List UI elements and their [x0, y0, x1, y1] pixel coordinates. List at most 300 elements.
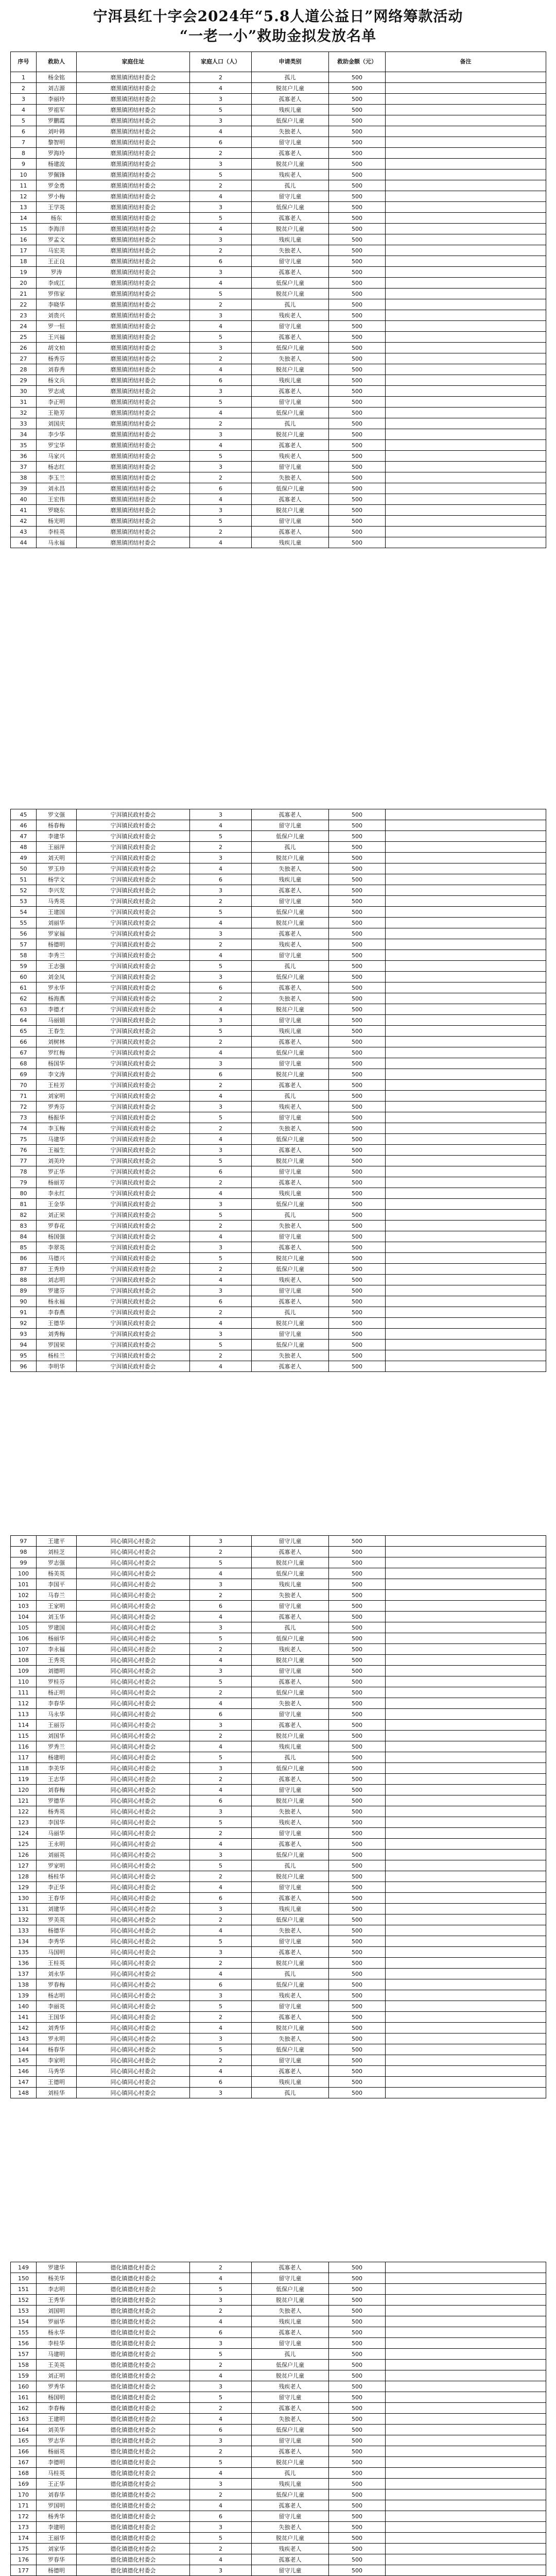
table-row: [11, 1666, 546, 1676]
serial-number: 72: [11, 1101, 37, 1112]
household-size: 4: [190, 2554, 252, 2565]
recipient-name: 王秀英: [37, 1655, 77, 1666]
home-address: 宁洱镇民政村委会: [77, 961, 190, 972]
table-row: [11, 1612, 546, 1622]
remarks: [386, 2468, 546, 2479]
table-row: [11, 1080, 546, 1091]
aid-amount: 500: [329, 1112, 386, 1123]
serial-number: 112: [11, 1698, 37, 1709]
application-category: 留守儿童: [252, 1709, 329, 1720]
aid-amount: 500: [329, 1177, 386, 1188]
aid-amount: 500: [329, 429, 386, 440]
serial-number: 172: [11, 2511, 37, 2522]
home-address: 宁洱镇民政村委会: [77, 1264, 190, 1275]
remarks: [386, 2306, 546, 2316]
home-address: 宁洱镇民政村委会: [77, 1112, 190, 1123]
application-category: 留守儿童: [252, 2055, 329, 2066]
table-row: [11, 1547, 546, 1557]
remarks: [386, 1882, 546, 1893]
recipient-name: 刘丽华: [37, 918, 77, 928]
household-size: 6: [190, 137, 252, 148]
recipient-name: 刘正荣: [37, 1210, 77, 1221]
home-address: 同心镇同心村委会: [77, 1785, 190, 1795]
application-category: 留守儿童: [252, 1936, 329, 1947]
aid-amount: 500: [329, 1037, 386, 1047]
serial-number: 75: [11, 1134, 37, 1145]
aid-amount: 500: [329, 2066, 386, 2077]
serial-number: 125: [11, 1839, 37, 1850]
aid-amount: 500: [329, 2403, 386, 2414]
remarks: [386, 256, 546, 267]
table-row: [11, 1069, 546, 1080]
aid-amount: 500: [329, 2001, 386, 2012]
serial-number: 65: [11, 1026, 37, 1037]
aid-amount: 500: [329, 1893, 386, 1904]
recipient-name: 李德明: [37, 2457, 77, 2468]
table-row: [11, 2338, 546, 2349]
aid-amount: 500: [329, 440, 386, 451]
table-row: [11, 440, 546, 451]
remarks: [386, 1166, 546, 1177]
home-address: 磨黑镇团结村委会: [77, 494, 190, 505]
aid-amount: 500: [329, 2511, 386, 2522]
table-row: [11, 1990, 546, 2001]
remarks: [386, 2479, 546, 2489]
table-row: [11, 159, 546, 170]
table-row: [11, 2284, 546, 2295]
aid-amount: 500: [329, 321, 386, 332]
household-size: 5: [190, 516, 252, 527]
table-row: [11, 2262, 546, 2273]
remarks: [386, 853, 546, 863]
household-size: 2: [190, 1828, 252, 1839]
serial-number: 135: [11, 1947, 37, 1958]
home-address: 同心镇同心村委会: [77, 1709, 190, 1720]
recipient-name: 王正华: [37, 2479, 77, 2489]
home-address: 宁洱镇民政村委会: [77, 1221, 190, 1231]
table-row: [11, 2327, 546, 2338]
aid-amount: 500: [329, 2360, 386, 2370]
application-category: 脱贫户儿童: [252, 2295, 329, 2306]
remarks: [386, 2500, 546, 2511]
aid-amount: 500: [329, 245, 386, 256]
household-size: 5: [190, 2392, 252, 2403]
home-address: 宁洱镇民政村委会: [77, 1145, 190, 1156]
household-size: 6: [190, 1601, 252, 1612]
remarks: [386, 1947, 546, 1958]
table-row: [11, 224, 546, 234]
aid-amount: 500: [329, 234, 386, 245]
serial-number: 17: [11, 245, 37, 256]
aid-amount: 500: [329, 1698, 386, 1709]
serial-number: 77: [11, 1156, 37, 1166]
aid-amount: 500: [329, 527, 386, 537]
recipient-name: 罗红梅: [37, 1047, 77, 1058]
application-category: 孤寡老人: [252, 1893, 329, 1904]
remarks: [386, 2262, 546, 2273]
aid-amount: 500: [329, 2033, 386, 2044]
aid-amount: 500: [329, 397, 386, 408]
serial-number: 13: [11, 202, 37, 213]
home-address: 宁洱镇民政村委会: [77, 1199, 190, 1210]
household-size: 3: [190, 1763, 252, 1774]
aid-amount: 500: [329, 537, 386, 548]
household-size: 5: [190, 1253, 252, 1264]
recipient-name: 马德兴: [37, 1253, 77, 1264]
table-row: [11, 1947, 546, 1958]
application-category: 留守儿童: [252, 1231, 329, 1242]
application-category: 孤儿: [252, 1622, 329, 1633]
application-category: 低保户儿童: [252, 831, 329, 842]
household-size: 4: [190, 224, 252, 234]
table-row: [11, 375, 546, 386]
table-row: [11, 1774, 546, 1785]
home-address: 磨黑镇团结村委会: [77, 256, 190, 267]
recipient-name: 王桂芳: [37, 1080, 77, 1091]
application-category: 脱贫户儿童: [252, 505, 329, 516]
recipient-name: 刘志明: [37, 1275, 77, 1285]
application-category: 低保户儿童: [252, 115, 329, 126]
application-category: 孤寡老人: [252, 2012, 329, 2023]
remarks: [386, 1080, 546, 1091]
recipient-name: 王春生: [37, 1026, 77, 1037]
home-address: 宁洱镇民政村委会: [77, 831, 190, 842]
application-category: 低保户儿童: [252, 1340, 329, 1350]
application-category: 孤儿: [252, 2088, 329, 2098]
application-category: 孤寡老人: [252, 1774, 329, 1785]
aid-amount: 500: [329, 950, 386, 961]
aid-amount: 500: [329, 1850, 386, 1860]
serial-number: 163: [11, 2414, 37, 2425]
application-category: 留守儿童: [252, 1285, 329, 1296]
remarks: [386, 1676, 546, 1687]
application-category: 残疾儿童: [252, 537, 329, 548]
home-address: 德化镇德化村委会: [77, 2533, 190, 2544]
table-row: [11, 1860, 546, 1871]
aid-amount: 500: [329, 1199, 386, 1210]
table-row: [11, 961, 546, 972]
application-category: 脱贫户儿童: [252, 1871, 329, 1882]
home-address: 磨黑镇团结村委会: [77, 537, 190, 548]
recipient-name: 刘美华: [37, 2425, 77, 2435]
home-address: 宁洱镇民政村委会: [77, 885, 190, 896]
remarks: [386, 1979, 546, 1990]
serial-number: 166: [11, 2446, 37, 2457]
household-size: 3: [190, 809, 252, 820]
home-address: 磨黑镇团结村委会: [77, 429, 190, 440]
aid-amount: 500: [329, 202, 386, 213]
serial-number: 174: [11, 2533, 37, 2544]
household-size: 6: [190, 1893, 252, 1904]
recipient-name: 马丽娟: [37, 1015, 77, 1026]
household-size: 4: [190, 1612, 252, 1622]
table-row: [11, 1850, 546, 1860]
serial-number: 157: [11, 2349, 37, 2360]
serial-number: 109: [11, 1666, 37, 1676]
household-size: 5: [190, 1112, 252, 1123]
home-address: 同心镇同心村委会: [77, 1904, 190, 1914]
application-category: 失独老人: [252, 2414, 329, 2425]
recipient-name: 刘永昌: [37, 483, 77, 494]
home-address: 宁洱镇民政村委会: [77, 1058, 190, 1069]
aid-amount: 500: [329, 2533, 386, 2544]
serial-number: 113: [11, 1709, 37, 1720]
aid-amount: 500: [329, 126, 386, 137]
aid-amount: 500: [329, 1590, 386, 1601]
serial-number: 76: [11, 1145, 37, 1156]
table-row: [11, 1882, 546, 1893]
serial-number: 46: [11, 820, 37, 831]
aid-amount: 500: [329, 1655, 386, 1666]
home-address: 同心镇同心村委会: [77, 2033, 190, 2044]
recipient-name: 王德明: [37, 2077, 77, 2088]
application-category: 脱贫户儿童: [252, 289, 329, 299]
household-size: 3: [190, 2565, 252, 2576]
table-row: [11, 1893, 546, 1904]
aid-amount: 500: [329, 1123, 386, 1134]
remarks: [386, 2349, 546, 2360]
table-row: [11, 1839, 546, 1850]
serial-number: 171: [11, 2500, 37, 2511]
home-address: 磨黑镇团结村委会: [77, 418, 190, 429]
table-row: [11, 451, 546, 462]
application-category: 残疾儿童: [252, 1188, 329, 1199]
recipient-name: 王宏伟: [37, 494, 77, 505]
remarks: [386, 1275, 546, 1285]
table-row: [11, 1123, 546, 1134]
application-category: 失独老人: [252, 2522, 329, 2533]
recipient-name: 杨桂兰: [37, 1350, 77, 1361]
table-row: [11, 1752, 546, 1763]
household-size: 3: [190, 115, 252, 126]
home-address: 宁洱镇民政村委会: [77, 918, 190, 928]
application-category: 留守儿童: [252, 1112, 329, 1123]
remarks: [386, 907, 546, 918]
aid-amount: 500: [329, 1069, 386, 1080]
column-header-household-size: 家庭人口（人）: [190, 52, 252, 72]
household-size: 5: [190, 1633, 252, 1644]
remarks: [386, 1547, 546, 1557]
aid-amount: 500: [329, 939, 386, 950]
remarks: [386, 408, 546, 418]
aid-amount: 500: [329, 516, 386, 527]
household-size: 4: [190, 1134, 252, 1145]
aid-amount: 500: [329, 72, 386, 83]
aid-amount: 500: [329, 353, 386, 364]
remarks: [386, 1134, 546, 1145]
application-category: 孤寡老人: [252, 1177, 329, 1188]
home-address: 德化镇德化村委会: [77, 2338, 190, 2349]
serial-number: 116: [11, 1741, 37, 1752]
aid-amount: 500: [329, 343, 386, 353]
aid-amount: 500: [329, 2273, 386, 2284]
aid-amount: 500: [329, 2479, 386, 2489]
remarks: [386, 1806, 546, 1817]
household-size: 6: [190, 1979, 252, 1990]
household-size: 3: [190, 2435, 252, 2446]
table-row: [11, 1015, 546, 1026]
application-category: 脱贫户儿童: [252, 2023, 329, 2033]
application-category: 孤寡老人: [252, 213, 329, 224]
aid-amount: 500: [329, 1774, 386, 1785]
table-row: [11, 386, 546, 397]
application-category: 低保户儿童: [252, 408, 329, 418]
household-size: 6: [190, 483, 252, 494]
serial-number: 20: [11, 278, 37, 289]
recipient-name: 罗志成: [37, 386, 77, 397]
table-row: [11, 202, 546, 213]
home-address: 磨黑镇团结村委会: [77, 343, 190, 353]
application-category: 孤寡老人: [252, 2446, 329, 2457]
recipient-name: 王艳芳: [37, 408, 77, 418]
home-address: 德化镇德化村委会: [77, 2414, 190, 2425]
home-address: 同心镇同心村委会: [77, 1860, 190, 1871]
aid-amount: 500: [329, 1795, 386, 1806]
household-size: 3: [190, 1015, 252, 1026]
recipient-name: 罗涛: [37, 267, 77, 278]
serial-number: 104: [11, 1612, 37, 1622]
remarks: [386, 2001, 546, 2012]
serial-number: 60: [11, 972, 37, 982]
home-address: 磨黑镇团结村委会: [77, 516, 190, 527]
home-address: 德化镇德化村委会: [77, 2425, 190, 2435]
remarks: [386, 809, 546, 820]
home-address: 德化镇德化村委会: [77, 2262, 190, 2273]
recipient-name: 杨永福: [37, 1296, 77, 1307]
recipient-name: 刘家明: [37, 1091, 77, 1101]
serial-number: 126: [11, 1850, 37, 1860]
recipient-name: 杨建波: [37, 159, 77, 170]
remarks: [386, 1361, 546, 1372]
recipient-name: 马永福: [37, 537, 77, 548]
serial-number: 140: [11, 2001, 37, 2012]
table-row: [11, 2457, 546, 2468]
recipient-name: 杨国强: [37, 1231, 77, 1242]
home-address: 同心镇同心村委会: [77, 1612, 190, 1622]
household-size: 3: [190, 1904, 252, 1914]
remarks: [386, 1091, 546, 1101]
table-row: [11, 2500, 546, 2511]
aid-amount: 500: [329, 2565, 386, 2576]
home-address: 德化镇德化村委会: [77, 2306, 190, 2316]
application-category: 孤儿: [252, 180, 329, 191]
home-address: 同心镇同心村委会: [77, 1947, 190, 1958]
application-category: 孤儿: [252, 2349, 329, 2360]
recipient-name: 李丽玲: [37, 94, 77, 105]
home-address: 同心镇同心村委会: [77, 2055, 190, 2066]
table-row: [11, 950, 546, 961]
recipient-name: 马国明: [37, 1947, 77, 1958]
aid-amount: 500: [329, 842, 386, 853]
aid-amount: 500: [329, 1925, 386, 1936]
table-row: [11, 1633, 546, 1644]
home-address: 磨黑镇团结村委会: [77, 375, 190, 386]
application-category: 留守儿童: [252, 137, 329, 148]
serial-number: 24: [11, 321, 37, 332]
recipient-name: 罗春花: [37, 1221, 77, 1231]
household-size: 2: [190, 299, 252, 310]
recipient-name: 杨春华: [37, 2044, 77, 2055]
home-address: 磨黑镇团结村委会: [77, 472, 190, 483]
application-category: 留守儿童: [252, 2511, 329, 2522]
home-address: 宁洱镇民政村委会: [77, 972, 190, 982]
remarks: [386, 2327, 546, 2338]
column-header-aid-amount: 救助金额（元）: [329, 52, 386, 72]
recipient-name: 罗小梅: [37, 191, 77, 202]
home-address: 同心镇同心村委会: [77, 1925, 190, 1936]
table-row: [11, 105, 546, 115]
household-size: 6: [190, 1069, 252, 1080]
serial-number: 2: [11, 83, 37, 94]
aid-amount: 500: [329, 2554, 386, 2565]
household-size: 3: [190, 1850, 252, 1860]
aid-amount: 500: [329, 2544, 386, 2554]
recipient-name: 刘丽英: [37, 1850, 77, 1860]
household-size: 3: [190, 462, 252, 472]
household-size: 5: [190, 213, 252, 224]
table-row: [11, 516, 546, 527]
recipient-name: 罗春华: [37, 2554, 77, 2565]
serial-number: 26: [11, 343, 37, 353]
household-size: 5: [190, 1676, 252, 1687]
recipient-name: 罗宝华: [37, 440, 77, 451]
home-address: 同心镇同心村委会: [77, 1969, 190, 1979]
recipient-name: 李海洋: [37, 224, 77, 234]
remarks: [386, 2457, 546, 2468]
aid-amount: 500: [329, 2262, 386, 2273]
serial-number: 124: [11, 1828, 37, 1839]
table-row: [11, 1720, 546, 1731]
recipient-name: 罗玉珍: [37, 863, 77, 874]
serial-number: 16: [11, 234, 37, 245]
recipient-name: 刘天明: [37, 853, 77, 863]
table-row: [11, 2414, 546, 2425]
table-row: [11, 1709, 546, 1720]
serial-number: 5: [11, 115, 37, 126]
serial-number: 27: [11, 353, 37, 364]
table-row: [11, 1318, 546, 1329]
aid-amount: 500: [329, 2023, 386, 2033]
aid-amount: 500: [329, 1860, 386, 1871]
recipient-name: 刘正明: [37, 2370, 77, 2381]
serial-number: 61: [11, 982, 37, 993]
table-row: [11, 1741, 546, 1752]
recipient-name: 王志华: [37, 1774, 77, 1785]
table-row: [11, 2360, 546, 2370]
table-row: [11, 94, 546, 105]
application-category: 残疾儿童: [252, 105, 329, 115]
aid-amount: 500: [329, 2088, 386, 2098]
home-address: 德化镇德化村委会: [77, 2381, 190, 2392]
table-row: [11, 472, 546, 483]
application-category: 低保户儿童: [252, 343, 329, 353]
recipient-name: 罗孟文: [37, 234, 77, 245]
table-row: [11, 1590, 546, 1601]
table-row: [11, 928, 546, 939]
aid-amount: 500: [329, 2381, 386, 2392]
serial-number: 15: [11, 224, 37, 234]
aid-amount: 500: [329, 1601, 386, 1612]
remarks: [386, 1557, 546, 1568]
remarks: [386, 310, 546, 321]
aid-amount: 500: [329, 2044, 386, 2055]
serial-number: 12: [11, 191, 37, 202]
household-size: 2: [190, 1914, 252, 1925]
aid-amount: 500: [329, 1188, 386, 1199]
household-size: 2: [190, 1590, 252, 1601]
remarks: [386, 2446, 546, 2457]
remarks: [386, 321, 546, 332]
